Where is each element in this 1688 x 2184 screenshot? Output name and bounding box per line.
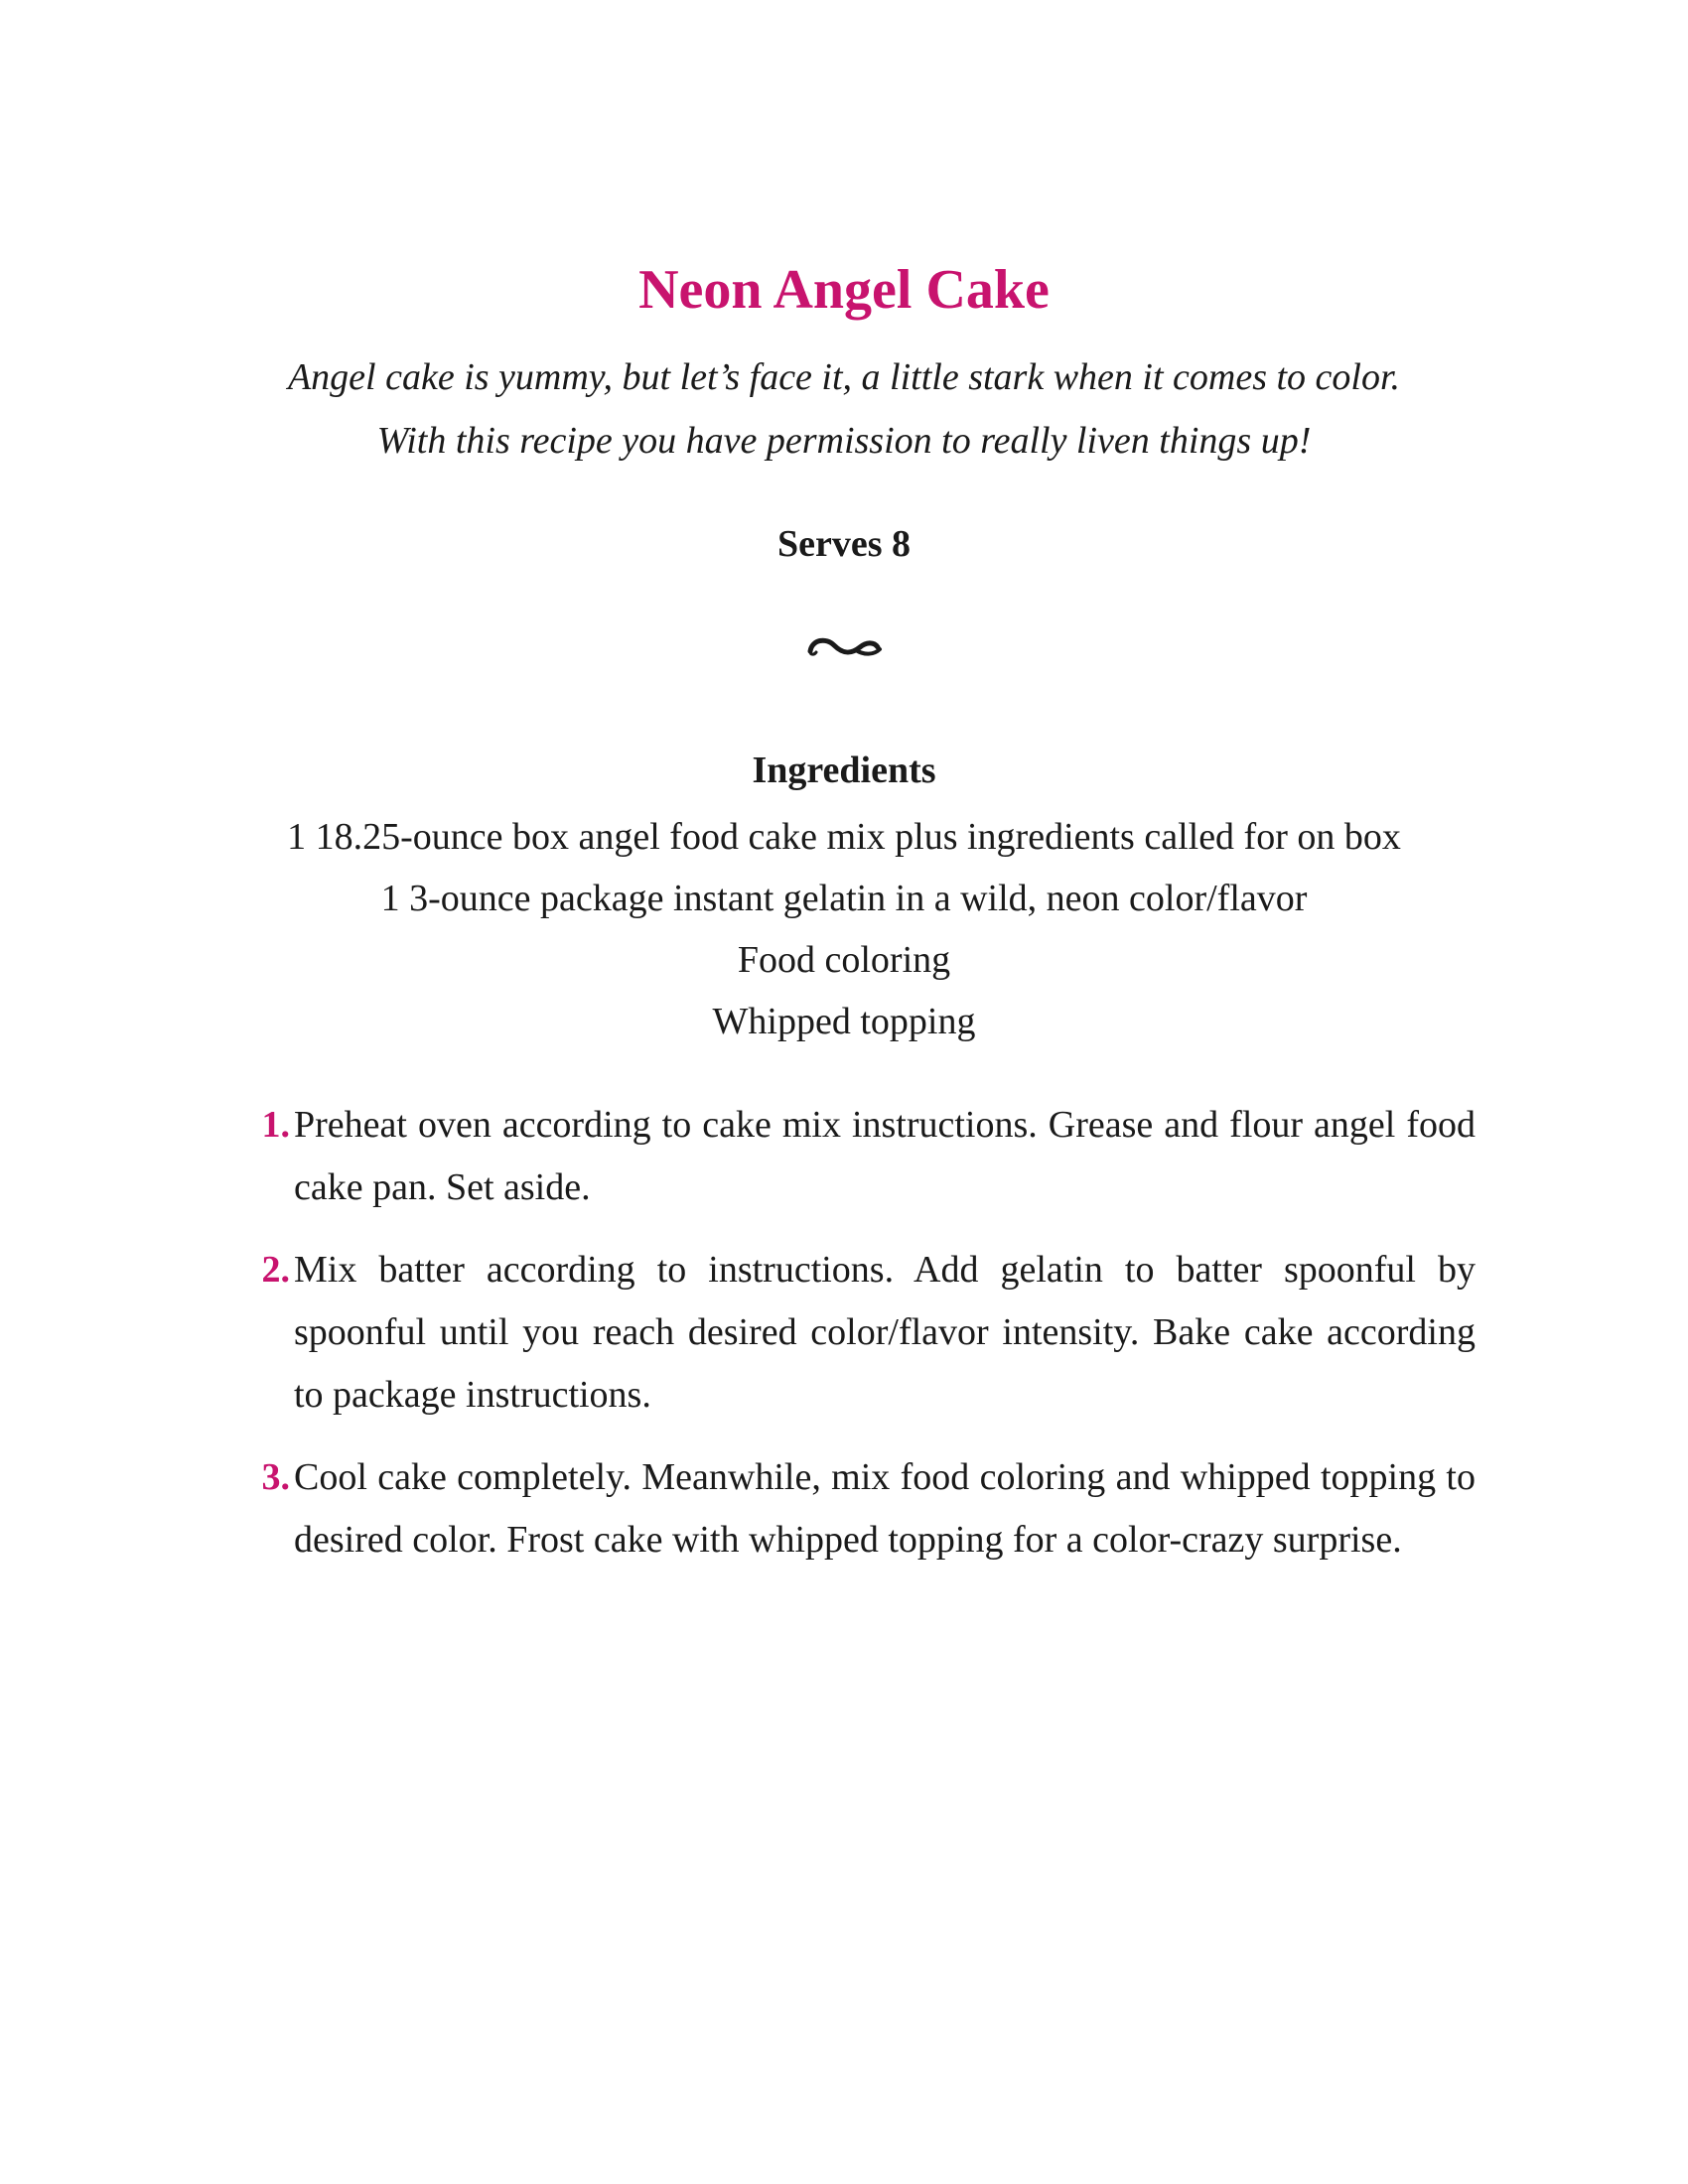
ingredients-heading: Ingredients: [752, 750, 936, 791]
ingredient-item: 1 3-ounce package instant gelatin in a wild, neon color/flavor: [380, 878, 1308, 919]
ingredient-item: Whipped topping: [712, 1001, 976, 1042]
intro-line: Angel cake is yummy, but let’s face it, a little stark when it comes to color.: [287, 356, 1401, 398]
step-text: Cool cake completely. Meanwhile, mix food coloring and whipped topping to desired color. Frost cake with whipped topping for a color-crazy surprise.: [294, 1456, 1476, 1561]
step-text: Preheat oven according to cake mix instructions. Grease and flour angel food cake pan. Set aside.: [294, 1104, 1476, 1208]
step-text: Mix batter according to instructions. Add gelatin to batter spoonful by spoonful until you reach desired color/flavor intensity. Bake cake according to package instructions.: [294, 1249, 1476, 1416]
ingredient-item: 1 18.25-ounce box angel food cake mix plus ingredients called for on box: [287, 816, 1401, 858]
step-number: 3.: [261, 1456, 290, 1498]
recipe-intro: [199, 345, 1489, 473]
instruction-step: [250, 1239, 1476, 1427]
ingredient-item: Food coloring: [737, 939, 951, 981]
serves-label: Serves 8: [776, 523, 912, 565]
instructions-list: [250, 1094, 1476, 1591]
instruction-step: [250, 1446, 1476, 1571]
ingredients-list: [149, 806, 1539, 1052]
step-number: 1.: [261, 1104, 290, 1146]
intro-line: With this recipe you have permission to really liven things up!: [376, 420, 1312, 462]
recipe-title: Neon Angel Cake: [638, 259, 1050, 321]
swash-ornament-icon: [804, 625, 884, 665]
instruction-step: [250, 1094, 1476, 1219]
step-number: 2.: [261, 1249, 290, 1291]
